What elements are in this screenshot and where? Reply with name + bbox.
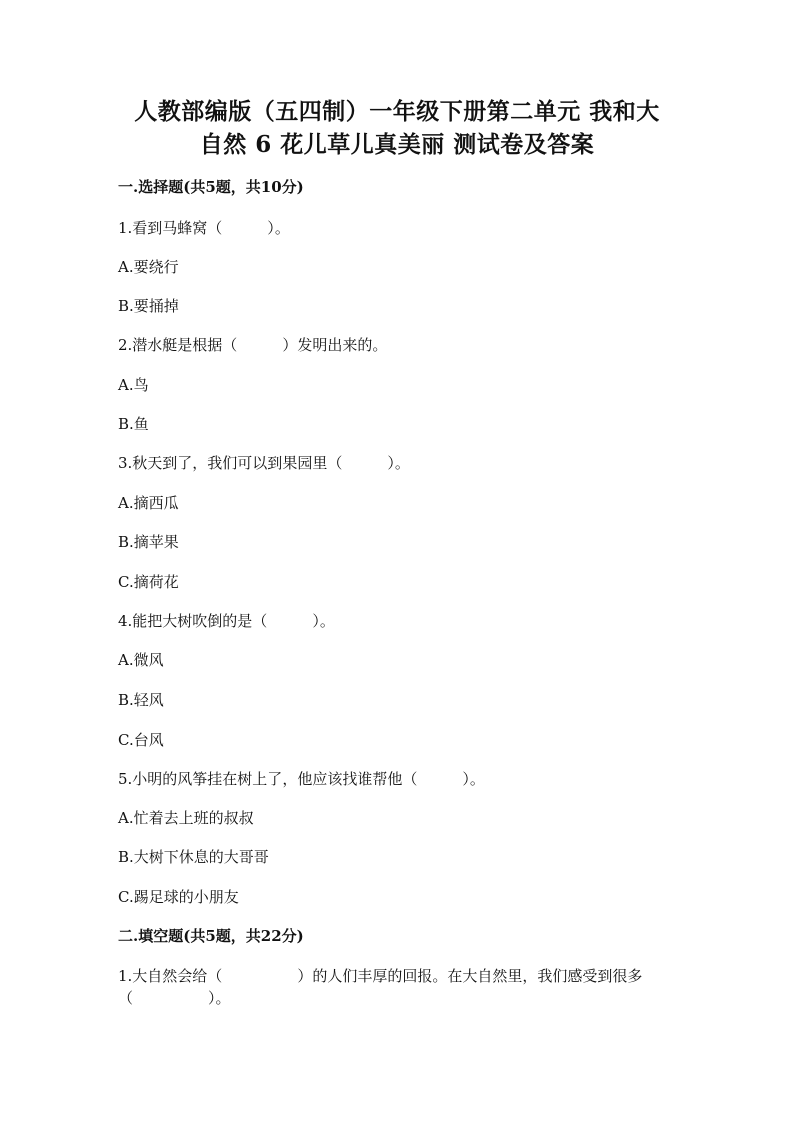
question-1-stem: 1.看到马蜂窝（ ）。 [118,219,290,237]
section-heading-fill-in: 二.填空题(共5题，共22分) [118,927,304,945]
question-3-option-c: C.摘荷花 [118,573,179,591]
question-1-option-b: B.要捅掉 [118,297,179,315]
question-5-option-b: B.大树下休息的大哥哥 [118,848,269,866]
question-2-stem: 2.潜水艇是根据（ ）发明出来的。 [118,336,388,354]
fill-question-1-line-1: 1.大自然会给（ ）的人们丰厚的回报。在大自然里，我们感受到很多 [118,967,643,985]
question-3-option-b: B.摘苹果 [118,533,179,551]
question-5-stem: 5.小明的风筝挂在树上了，他应该找谁帮他（ ）。 [118,770,485,788]
section-heading-choice: 一.选择题(共5题，共10分) [118,178,304,196]
question-1-option-a: A.要绕行 [118,258,179,276]
question-5-option-a: A.忙着去上班的叔叔 [118,809,254,827]
question-4-stem: 4.能把大树吹倒的是（ ）。 [118,612,335,630]
question-5-option-c: C.踢足球的小朋友 [118,888,239,906]
question-3-option-a: A.摘西瓜 [118,494,179,512]
question-4-option-c: C.台风 [118,731,164,749]
document-title-line-1: 人教部编版（五四制）一年级下册第二单元 我和大 [134,98,660,125]
fill-question-1-line-2: （ ）。 [118,989,231,1007]
question-4-option-a: A.微风 [118,651,164,669]
question-4-option-b: B.轻风 [118,691,164,709]
document-title-line-2: 自然 6 花儿草儿真美丽 测试卷及答案 [199,131,595,158]
question-3-stem: 3.秋天到了，我们可以到果园里（ ）。 [118,454,410,472]
question-2-option-b: B.鱼 [118,415,149,433]
question-2-option-a: A.鸟 [118,376,149,394]
